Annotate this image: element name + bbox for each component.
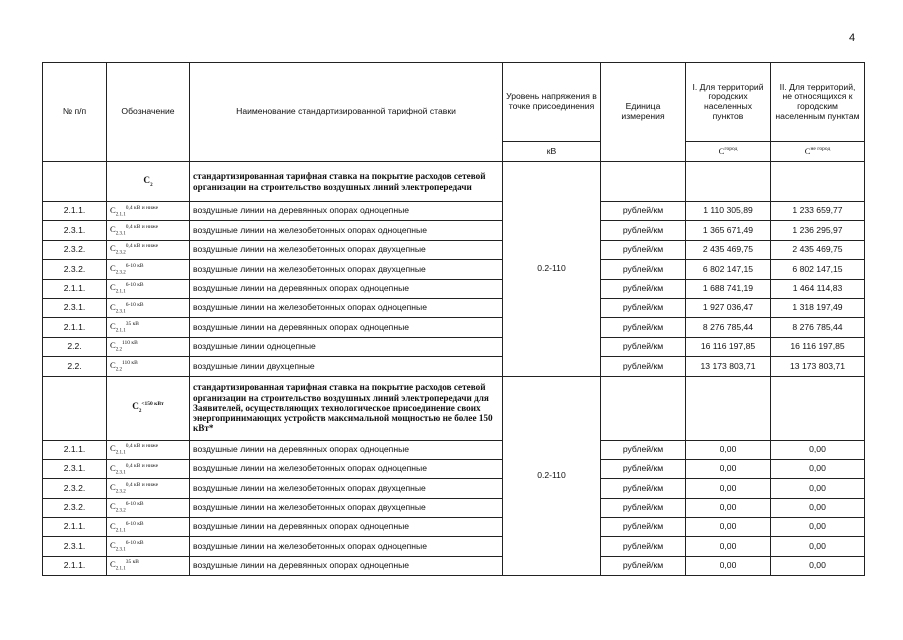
row-value-city: 0,00 (686, 498, 771, 517)
row-value-noncity: 1 233 659,77 (771, 202, 865, 221)
header-voltage-unit: кВ (503, 142, 601, 162)
table-row (43, 440, 865, 459)
row-value-city: 1 927 036,47 (686, 298, 771, 317)
row-designation: $C_{2.2}^{110 кВ}$ (107, 357, 190, 376)
row-value-noncity: 16 116 197,85 (771, 337, 865, 356)
row-name: воздушные линии на железобетонных опорах двухцепные (190, 260, 503, 279)
section2-title: стандартизированная тарифная ставка на покрытие расходов сетевой организации на строительство воздушных линий электропередачи для Заявителей, осуществляющих технологическое присоединение своих энергопринимающих устройств максимальной мощностью не более 150 кВт* (190, 376, 503, 440)
row-designation: $C_{2.3.2}^{0,4 кВ и ниже}$ (107, 479, 190, 498)
row-value-city: 0,00 (686, 556, 771, 575)
table-row (43, 298, 865, 317)
row-value-noncity: 0,00 (771, 498, 865, 517)
row-num: 2.3.1. (43, 298, 107, 317)
row-value-noncity: 8 276 785,44 (771, 318, 865, 337)
row-name: воздушные линии на железобетонных опорах двухцепные (190, 498, 503, 517)
row-designation: $C_{2.3.1}^{0,4 кВ и ниже}$ (107, 221, 190, 240)
row-designation: $C_{2.1.1}^{35 кВ}$ (107, 556, 190, 575)
row-num: 2.1.1. (43, 318, 107, 337)
table-row (43, 498, 865, 517)
row-unit: рублей/км (601, 518, 686, 537)
table-row (43, 518, 865, 537)
row-unit: рублей/км (601, 556, 686, 575)
section1-title: стандартизированная тарифная ставка на покрытие расходов сетевой организации на строительство воздушных линий электропередачи (190, 162, 503, 202)
row-value-city: 0,00 (686, 459, 771, 478)
row-num: 2.2. (43, 357, 107, 376)
table-row (43, 279, 865, 298)
row-name: воздушные линии на железобетонных опорах двухцепные (190, 240, 503, 259)
row-value-noncity: 0,00 (771, 537, 865, 556)
row-designation: $C_{2.1.1}^{35 кВ}$ (107, 318, 190, 337)
section2-symbol: $C_2^{<150 кВт}$ (107, 376, 190, 440)
row-designation: $C_{2.3.1}^{0,4 кВ и ниже}$ (107, 459, 190, 478)
row-name: воздушные линии на железобетонных опорах одноцепные (190, 221, 503, 240)
row-value-city: 0,00 (686, 537, 771, 556)
row-value-city: 2 435 469,75 (686, 240, 771, 259)
row-value-city: 0,00 (686, 479, 771, 498)
table-row (43, 260, 865, 279)
row-num: 2.3.2. (43, 260, 107, 279)
table-row (43, 357, 865, 376)
header-col-ii: II. Для территорий, не относящихся к городским населенным пунктам (771, 63, 865, 142)
header-col-ii-symbol: $C^{не город}$ (771, 142, 865, 162)
row-num: 2.1.1. (43, 518, 107, 537)
row-value-city: 6 802 147,15 (686, 260, 771, 279)
row-value-city: 16 116 197,85 (686, 337, 771, 356)
section1-title-row (43, 162, 865, 202)
row-unit: рублей/км (601, 537, 686, 556)
row-num: 2.2. (43, 337, 107, 356)
row-name: воздушные линии на железобетонных опорах одноцепные (190, 298, 503, 317)
row-value-noncity: 1 464 114,83 (771, 279, 865, 298)
row-name: воздушные линии на деревянных опорах одноцепные (190, 318, 503, 337)
row-unit: рублей/км (601, 202, 686, 221)
row-designation: $C_{2.3.1}^{6-10 кВ}$ (107, 537, 190, 556)
row-num: 2.3.2. (43, 498, 107, 517)
row-unit: рублей/км (601, 479, 686, 498)
row-unit: рублей/км (601, 498, 686, 517)
section1-v2-empty (771, 162, 865, 202)
row-unit: рублей/км (601, 337, 686, 356)
table-row (43, 556, 865, 575)
row-unit: рублей/км (601, 357, 686, 376)
table-row (43, 221, 865, 240)
section2-voltage: 0.2-110 (503, 376, 601, 576)
table-row (43, 337, 865, 356)
row-num: 2.3.2. (43, 479, 107, 498)
header-voltage: Уровень напряжения в точке присоединения (503, 63, 601, 142)
row-value-noncity: 0,00 (771, 556, 865, 575)
section2-title-row (43, 376, 865, 440)
section1-symbol: $C_2$ (107, 162, 190, 202)
row-num: 2.3.2. (43, 240, 107, 259)
row-num: 2.1.1. (43, 556, 107, 575)
row-value-city: 0,00 (686, 518, 771, 537)
row-num: 2.3.1. (43, 537, 107, 556)
header-unit: Единица измерения (601, 63, 686, 162)
section2-num-empty (43, 376, 107, 440)
row-name: воздушные линии на деревянных опорах одноцепные (190, 518, 503, 537)
section1-num-empty (43, 162, 107, 202)
header-col-i-symbol: $C^{город}$ (686, 142, 771, 162)
row-unit: рублей/км (601, 459, 686, 478)
row-unit: рублей/км (601, 260, 686, 279)
row-name: воздушные линии на деревянных опорах одноцепные (190, 279, 503, 298)
section1-v1-empty (686, 162, 771, 202)
row-designation: $C_{2.2}^{110 кВ}$ (107, 337, 190, 356)
row-designation: $C_{2.3.2}^{0,4 кВ и ниже}$ (107, 240, 190, 259)
row-unit: рублей/км (601, 240, 686, 259)
table-row (43, 202, 865, 221)
row-num: 2.1.1. (43, 440, 107, 459)
row-value-noncity: 0,00 (771, 479, 865, 498)
table-row (43, 479, 865, 498)
row-designation: $C_{2.3.2}^{6-10 кВ}$ (107, 260, 190, 279)
row-value-city: 1 365 671,49 (686, 221, 771, 240)
header-row (43, 63, 865, 142)
row-num: 2.3.1. (43, 221, 107, 240)
row-value-city: 0,00 (686, 440, 771, 459)
row-num: 2.1.1. (43, 279, 107, 298)
header-name: Наименование стандартизированной тарифной ставки (190, 63, 503, 162)
row-num: 2.1.1. (43, 202, 107, 221)
row-unit: рублей/км (601, 318, 686, 337)
table-row (43, 459, 865, 478)
section1-unit-empty (601, 162, 686, 202)
row-unit: рублей/км (601, 221, 686, 240)
row-designation: $C_{2.3.1}^{6-10 кВ}$ (107, 298, 190, 317)
table-row (43, 240, 865, 259)
row-designation: $C_{2.1.1}^{6-10 кВ}$ (107, 518, 190, 537)
row-name: воздушные линии на железобетонных опорах одноцепные (190, 537, 503, 556)
row-name: воздушные линии двухцепные (190, 357, 503, 376)
row-value-noncity: 2 435 469,75 (771, 240, 865, 259)
section2-v1-empty (686, 376, 771, 440)
section2-v2-empty (771, 376, 865, 440)
row-value-city: 13 173 803,71 (686, 357, 771, 376)
section1-voltage: 0.2-110 (503, 162, 601, 377)
row-unit: рублей/км (601, 298, 686, 317)
row-name: воздушные линии на деревянных опорах одноцепные (190, 556, 503, 575)
header-designation: Обозначение (107, 63, 190, 162)
table-row (43, 318, 865, 337)
row-value-noncity: 1 318 197,49 (771, 298, 865, 317)
row-value-city: 8 276 785,44 (686, 318, 771, 337)
row-name: воздушные линии на железобетонных опорах одноцепные (190, 459, 503, 478)
row-value-noncity: 0,00 (771, 459, 865, 478)
header-num: № п/п (43, 63, 107, 162)
row-unit: рублей/км (601, 440, 686, 459)
row-designation: $C_{2.1.1}^{6-10 кВ}$ (107, 279, 190, 298)
tariff-table (42, 62, 865, 576)
row-designation: $C_{2.1.1}^{0,4 кВ и ниже}$ (107, 440, 190, 459)
row-name: воздушные линии на деревянных опорах одноцепные (190, 202, 503, 221)
row-value-city: 1 110 305,89 (686, 202, 771, 221)
row-num: 2.3.1. (43, 459, 107, 478)
row-unit: рублей/км (601, 279, 686, 298)
row-designation: $C_{2.1.1}^{0,4 кВ и ниже}$ (107, 202, 190, 221)
row-value-noncity: 13 173 803,71 (771, 357, 865, 376)
row-name: воздушные линии одноцепные (190, 337, 503, 356)
table-row (43, 537, 865, 556)
row-value-noncity: 6 802 147,15 (771, 260, 865, 279)
row-value-city: 1 688 741,19 (686, 279, 771, 298)
row-value-noncity: 1 236 295,97 (771, 221, 865, 240)
row-value-noncity: 0,00 (771, 440, 865, 459)
row-name: воздушные линии на деревянных опорах одноцепные (190, 440, 503, 459)
header-col-i: I. Для территорий городских населенных пунктов (686, 63, 771, 142)
page-number: 4 (849, 32, 856, 44)
row-name: воздушные линии на железобетонных опорах двухцепные (190, 479, 503, 498)
section2-unit-empty (601, 376, 686, 440)
row-designation: $C_{2.3.2}^{6-10 кВ}$ (107, 498, 190, 517)
row-value-noncity: 0,00 (771, 518, 865, 537)
